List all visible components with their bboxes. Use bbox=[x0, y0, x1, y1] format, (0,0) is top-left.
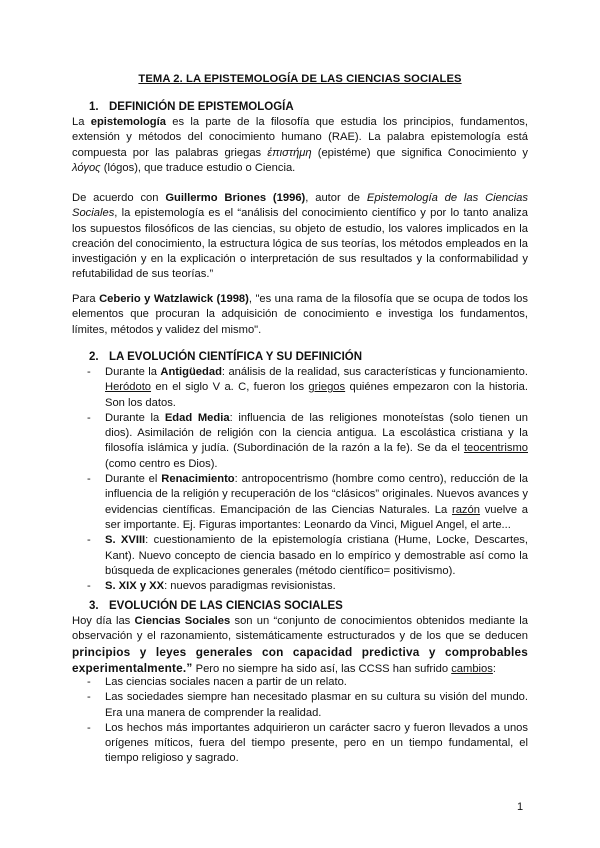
list-item bbox=[72, 472, 528, 533]
list-item bbox=[72, 690, 528, 721]
bullet-dash: - bbox=[87, 411, 91, 424]
text: : nuevos paradigmas revisionistas. bbox=[164, 580, 336, 593]
underlined-term: cambios bbox=[451, 662, 493, 675]
text: son un “conjunto de conocimientos obtenidos mediante la observación y el razonamiento, sistemáticamente estructurados y de los que se deducen bbox=[72, 615, 529, 643]
section-3-heading bbox=[89, 599, 343, 614]
bold-term: Renacimiento bbox=[161, 473, 235, 486]
text: De acuerdo con bbox=[72, 192, 166, 204]
text: : bbox=[492, 662, 496, 675]
list-item bbox=[72, 579, 528, 594]
section-number: 1. bbox=[89, 101, 99, 113]
text: quiénes empezaron con la historia. Son los datos. bbox=[105, 381, 528, 409]
bullet-dash: - bbox=[87, 366, 91, 378]
list-item-text: Los hechos más importantes adquirieron un carácter sacro y fueron llevados a unos orígenes míticos, fuera del tiempo presente, pero en un tiempo fundamental, el tiempo religioso y sagrado. bbox=[105, 721, 528, 765]
paragraph bbox=[72, 292, 528, 338]
text: Durante el bbox=[105, 473, 162, 486]
text: : antropocentrismo (hombre como centro), reducción de la influencia de la religión y recuperación de los “clásicos” originales. Nuevos avances y evidencias científicas. Emancipación de las Ciencias Naturales. La bbox=[105, 473, 528, 516]
list-item bbox=[72, 411, 528, 472]
text: (epistéme) que significa Conocimiento y bbox=[311, 146, 528, 159]
text: : análisis de la realidad, sus características y funcionamiento. bbox=[221, 366, 528, 378]
text: (como centro es Dios). bbox=[105, 457, 218, 470]
section-2-heading bbox=[89, 350, 362, 365]
page-number: 1 bbox=[517, 801, 524, 813]
text: es la parte de la filosofía que estudia los principios, fundamentos, extensión y métodos del conocimiento humano (RAE). La palabra epistemología está compuesta por las palabras griegas bbox=[72, 116, 528, 159]
text: La bbox=[72, 116, 91, 128]
greek-word: λόγος bbox=[72, 161, 101, 174]
book-title: Epistemología de las Ciencias Sociales bbox=[72, 192, 528, 220]
section-title: EVOLUCIÓN DE LAS CIENCIAS SOCIALES bbox=[109, 600, 343, 612]
list-item bbox=[72, 721, 528, 767]
list-item bbox=[72, 365, 528, 411]
paragraph bbox=[72, 614, 528, 677]
author-name: Guillermo Briones (1996) bbox=[165, 192, 306, 204]
text: (lógos), que traduce estudio o Ciencia. bbox=[100, 161, 296, 174]
bullet-dash: - bbox=[87, 580, 91, 593]
text: en el siglo V a. C, fueron los bbox=[151, 381, 309, 394]
underlined-term: razón bbox=[451, 503, 480, 516]
changes-list bbox=[72, 675, 528, 767]
text: , "es una rama de la filosofía que se ocupa de todos los elementos que procuran la adquisición de conocimiento e investiga los fundamentos, límites, métodos y validez del mismo". bbox=[72, 293, 528, 336]
text: Hoy día las bbox=[72, 615, 135, 627]
section-number: 2. bbox=[89, 351, 99, 363]
underlined-term: Heródoto bbox=[105, 381, 152, 394]
bullet-dash: - bbox=[87, 676, 91, 688]
bold-term: Antigüedad bbox=[160, 366, 222, 378]
underlined-term: griegos bbox=[308, 381, 346, 394]
section-title: LA EVOLUCIÓN CIENTÍFICA Y SU DEFINICIÓN bbox=[109, 351, 363, 363]
underlined-term: teocentrismo bbox=[463, 442, 528, 455]
text: , autor de bbox=[305, 192, 367, 204]
list-item-text: Las sociedades siempre han necesitado plasmar en su cultura su visión del mundo. Era una manera de comprender la realidad. bbox=[105, 691, 528, 719]
bullet-dash: - bbox=[87, 721, 91, 734]
bold-phrase: principios y leyes generales con capacidad predictiva y comprobables experimentalmente.” bbox=[72, 644, 528, 675]
bold-term: Edad Media bbox=[164, 411, 230, 424]
text: , la epistemología es el “análisis del conocimiento científico y por lo tanto analiza los supuestos filosóficos de las ciencias, su objeto de estudio, los valores implicados en la creación del conocimiento, la estructura lógica de sus teorías, los métodos empleados en la investigación y en la explicación o interpretación de sus resultados y la conformabilidad y refutabilidad de sus teorías.” bbox=[72, 207, 528, 281]
text: Durante la bbox=[105, 366, 161, 378]
bold-term: S. XVIII bbox=[105, 534, 146, 547]
evolution-list bbox=[72, 365, 528, 594]
bold-term: Ciencias Sociales bbox=[134, 615, 231, 627]
list-item-text: Las ciencias sociales nacen a partir de un relato. bbox=[105, 676, 347, 688]
text: : cuestionamiento de la epistemología cristiana (Hume, Locke, Descartes, Kant). Nuevo concepto de ciencia basado en lo empírico y demostrable así como la búsqueda de explicaciones generales (método científico= positivismo). bbox=[105, 534, 528, 577]
text: Para bbox=[72, 293, 100, 305]
greek-word: ἐπιστήμη bbox=[267, 146, 312, 159]
section-number: 3. bbox=[89, 600, 99, 612]
text: : influencia de las religiones monoteístas (solo tienen un dios). Asimilación de religión con la ciencia antigua. La escolástica cristiana y la filosofía islámica y judía. (Subordinación de la razón a la fe). Se da el bbox=[105, 411, 528, 455]
text: Pero no siempre ha sido así, las CCSS han sufrido bbox=[192, 662, 452, 675]
text: Durante la bbox=[105, 411, 165, 424]
paragraph bbox=[72, 191, 528, 283]
author-name: Ceberio y Watzlawick (1998) bbox=[99, 293, 249, 305]
section-1-heading bbox=[89, 100, 294, 115]
list-item bbox=[72, 533, 528, 579]
bullet-dash: - bbox=[87, 534, 91, 547]
document-title: TEMA 2. LA EPISTEMOLOGÍA DE LAS CIENCIAS SOCIALES bbox=[138, 73, 462, 85]
bold-term: epistemología bbox=[90, 116, 166, 128]
list-item bbox=[72, 675, 528, 690]
bullet-dash: - bbox=[87, 691, 91, 704]
paragraph bbox=[72, 115, 528, 176]
bullet-dash: - bbox=[87, 473, 91, 486]
text: vuelve a ser importante. Ej. Figuras importantes: Leonardo da Vinci, Miguel Angel, el arte... bbox=[105, 503, 529, 531]
bold-term: S. XIX y XX bbox=[105, 580, 165, 593]
section-title: DEFINICIÓN DE EPISTEMOLOGÍA bbox=[109, 101, 294, 113]
